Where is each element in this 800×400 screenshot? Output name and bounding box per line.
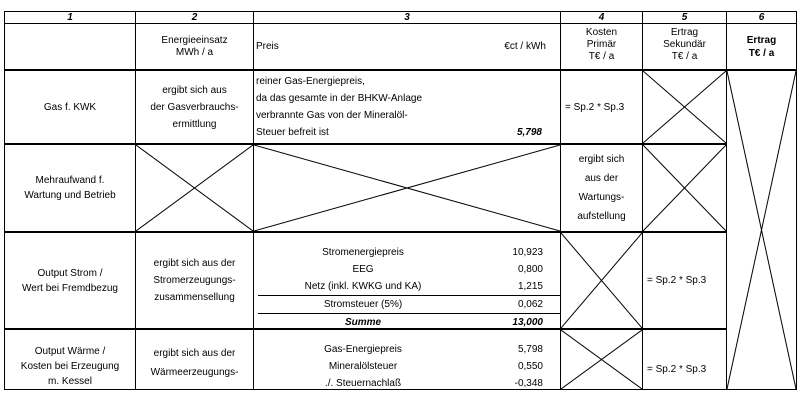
column-number: 1 [5,12,136,24]
strom-price-breakdown [254,232,561,329]
preis-value: 5,798 [516,127,542,138]
preis-label: Preis [256,40,279,52]
column-header-row [5,24,797,71]
crossed-cell [643,144,727,232]
kosten-formula: = Sp.2 * Sp.3 [561,70,643,144]
column-number-row [5,12,797,24]
price-item: ./. Steuernachlaß -0,348 [324,378,543,389]
price-item: Stromenergiepreis 10,923 [322,247,543,258]
preis-description: reiner Gas-Energiepreis, da das gesamte in der BHKW-Anlage verbrannte Gas von der Mineralöl- Steuer befreit ist 5,798 [254,70,561,144]
header-empty [5,24,136,71]
price-item: Mineralölsteuer 0,550 [328,361,543,372]
header-ertrag-sekundaer: Ertrag Sekundär T€ / a [643,24,727,71]
row-output-waerme [5,329,797,390]
strom-price-table [258,244,561,329]
einsatz-note: ergibt sich aus der Stromerzeugungs- zusammensellung [136,232,254,329]
crossed-cell [561,329,643,390]
row-label: Output Strom / Wert bei Fremdbezug [5,232,136,329]
ertrag-formula: = Sp.2 * Sp.3 [643,329,727,390]
column-number: 5 [643,12,727,24]
crossed-cell-ertrag [727,70,797,390]
crossed-cell [561,232,643,329]
header-energieeinsatz: Energieeinsatz MWh / a [136,24,254,71]
waerme-price-table [258,341,561,390]
einsatz-note: ergibt sich aus der Wärmeerzeugungs- [136,329,254,390]
row-wartung [5,144,797,232]
column-number: 2 [136,12,254,24]
column-number: 6 [727,12,797,24]
row-label: Gas f. KWK [5,70,136,144]
preis-unit: €ct / kWh [504,40,546,52]
cropped-header-strip [0,0,800,8]
price-sum: Summe 13,000 [258,314,561,330]
row-gas-kwk [5,70,797,144]
einsatz-note: ergibt sich aus der Gasverbrauchs- ermittlung [136,70,254,144]
header-ertrag: Ertrag T€ / a [727,24,797,71]
kosten-note: ergibt sich aus der Wartungs- aufstellung [561,144,643,232]
ertrag-formula: = Sp.2 * Sp.3 [643,232,727,329]
row-label: Mehraufwand f. Wartung und Betrieb [5,144,136,232]
column-number: 4 [561,12,643,24]
header-preis [254,24,561,71]
row-output-strom [5,232,797,329]
price-item: Stromsteuer (5%) 0,062 [258,296,561,314]
crossed-cell [136,144,254,232]
crossed-cell [254,144,561,232]
waerme-price-breakdown [254,329,561,390]
price-item: EEG 0,800 [352,264,543,275]
column-number: 3 [254,12,561,24]
row-label: Output Wärme / Kosten bei Erzeugung m. Kessel [5,329,136,390]
price-item: Gas-Energiepreis 5,798 [324,344,543,355]
crossed-cell [643,70,727,144]
header-kosten-primaer: Kosten Primär T€ / a [561,24,643,71]
cost-calculation-table [4,11,797,390]
price-item: Netz (inkl. KWKG und KA) 1,215 [304,281,543,292]
